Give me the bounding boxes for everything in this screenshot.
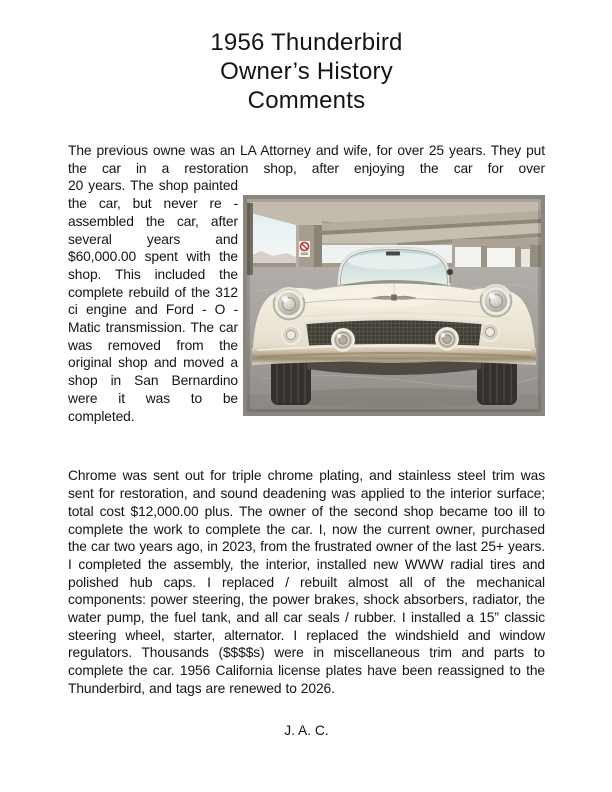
no-parking-sign-icon (299, 241, 310, 257)
headlight-right (481, 284, 512, 317)
tire-right (477, 357, 517, 405)
title-line-3: Comments (247, 87, 366, 114)
thunderbird-photo (243, 195, 545, 416)
rearview-mirror (386, 252, 400, 256)
thunderbird-photo-illustration (247, 199, 541, 412)
tire-left (271, 357, 311, 405)
text-and-photo-row (68, 177, 545, 449)
paragraph-1-wrapped: 20 years. The shop painted the car, but never re - assembled the car, after several years and $60,000.00 spent with the shop. This included the complete rebuild of the 312 ci engine and Ford - O - Matic transmission. The car was removed from the original shop and moved a shop in San Bernardino were it was to be completed. (68, 178, 238, 424)
paragraph-1-intro: The previous owne was an LA Attorney and wife, for over 25 years. They put the car in a restoration shop, after enjoying the car for over (68, 143, 545, 176)
title-line-2: Owner’s History (220, 58, 393, 85)
parking-light-left (282, 326, 300, 344)
paragraph-2: Chrome was sent out for triple chrome plating, and stainless steel trim was sent for restoration, and sound deadening was applied to the interior surface; total cost $12,000.00 plus. The owner of the second shop became too ill to complete the work to complete the car. I, now the current owner, purchased the car two years ago, in 2023, from the frustrated owner of the last 25+ years. I completed the assembly, the interior, installed new WWW radial tires and polished hub caps. I replaced / rebuilt almost all of the mechanical components: power steering, the power brakes, shock absorbers, radiator, the water pump, the fuel tank, and all car seals / rubber. I installed a 15” classic steering wheel, starter, alternator. I replaced the windshield and window regulators. Thousands ($$$$s) were in miscellaneous trim and parts to complete the car. 1956 California license plates have been reassigned to the Thunderbird, and tags are renewed to 2026. (68, 468, 545, 696)
title-line-1: 1956 Thunderbird (210, 29, 403, 56)
bumper-guard-right (435, 327, 459, 351)
bumper-guard-left (331, 328, 355, 352)
windshield (338, 247, 450, 285)
headlight-left (274, 287, 305, 320)
page-title (68, 28, 545, 115)
signature: J. A. C. (284, 722, 329, 738)
car-shadow (276, 388, 512, 408)
